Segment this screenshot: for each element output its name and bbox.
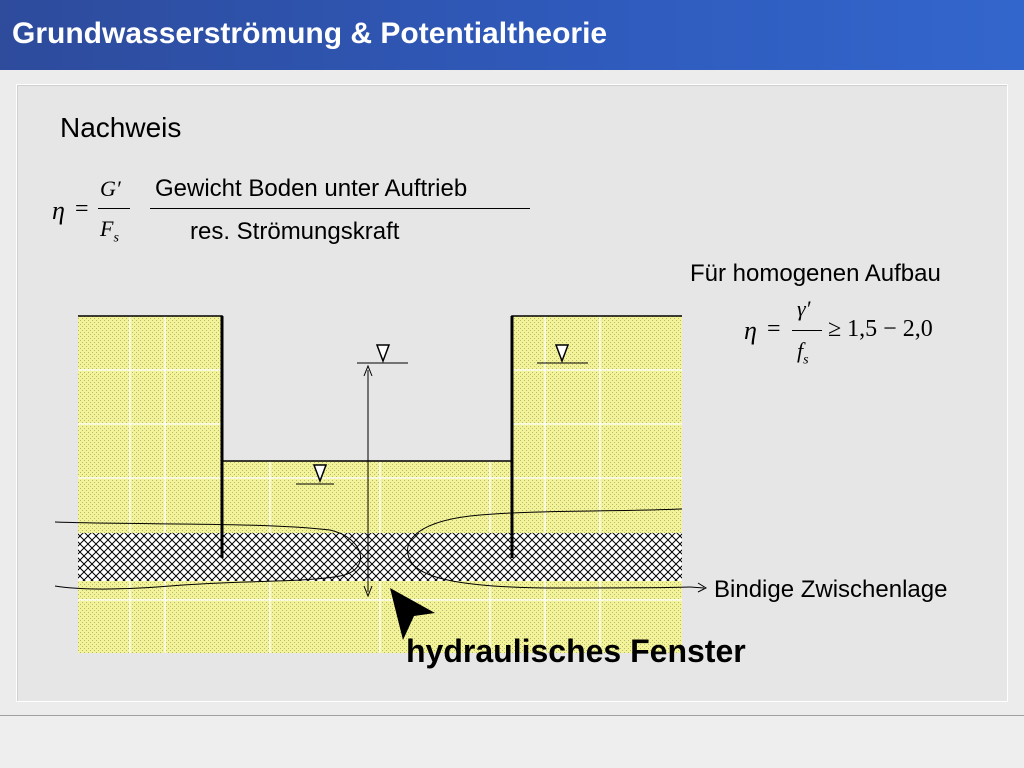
layer-pointer-line <box>690 587 704 588</box>
formula2-denominator-sub: s <box>803 352 809 368</box>
formula1-numerator: G′ <box>100 176 121 201</box>
formula1-eta: η <box>52 196 65 225</box>
formula2-denominator-main: f <box>797 338 804 363</box>
slide-title: Grundwasserströmung & Potentialtheorie <box>12 17 608 50</box>
hydraulic-window-label: hydraulisches Fenster <box>406 633 746 669</box>
clay-layer-label: Bindige Zwischenlage <box>714 576 948 603</box>
homogeneous-label: Für homogenen Aufbau <box>690 260 941 287</box>
formula1-denominator-sub: s <box>113 230 119 246</box>
formula2-numerator: γ′ <box>797 296 811 321</box>
formula1-equals: = <box>75 196 89 222</box>
formula2-eta: η <box>744 316 757 345</box>
formula1-text-denominator: res. Strömungskraft <box>190 218 400 245</box>
formula2-condition: ≥ 1,5 − 2,0 <box>828 316 933 342</box>
formula1-text-numerator: Gewicht Boden unter Auftrieb <box>155 175 468 202</box>
formula2-equals: = <box>767 316 781 342</box>
slide-footer <box>0 716 1024 768</box>
clay-layer <box>78 533 682 581</box>
section-heading: Nachweis <box>60 112 182 143</box>
formula1-denominator-main: F <box>100 216 114 241</box>
